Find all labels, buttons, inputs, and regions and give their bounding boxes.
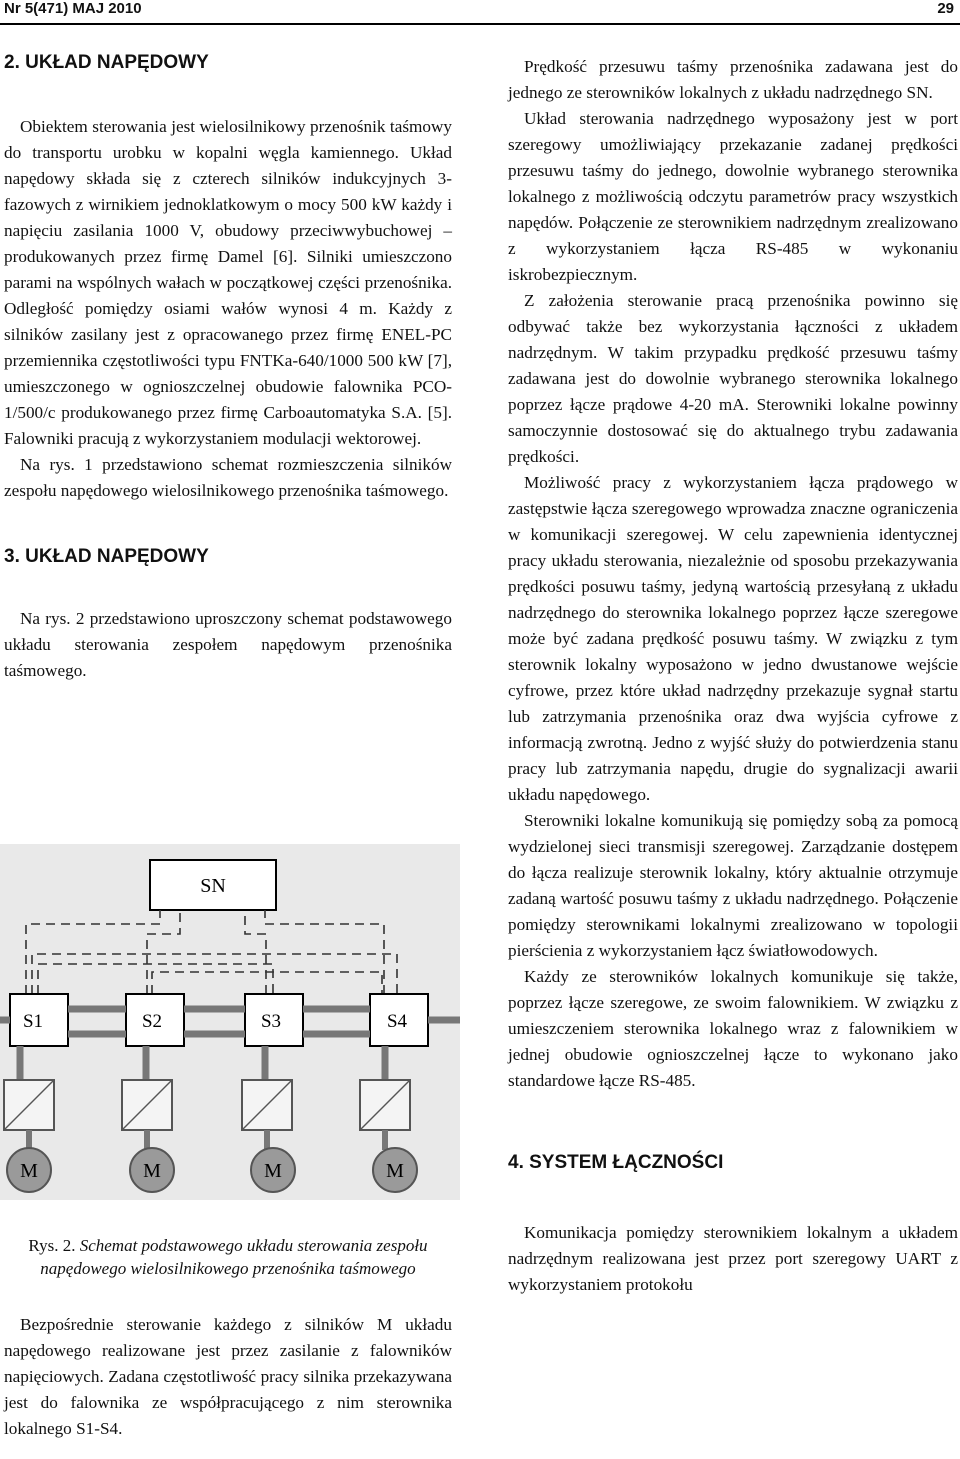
section-heading-3: 3. UKŁAD NAPĘDOWY xyxy=(4,546,209,567)
motor-label: M xyxy=(143,1160,161,1182)
caption-number: Rys. 2. xyxy=(28,1236,76,1255)
paragraph: Na rys. 1 przedstawiono schemat rozmieszczenia silników zespołu napędowego wielosilnikowego przenośnika taśmowego. xyxy=(4,455,452,500)
issue-label: Nr 5(471) MAJ 2010 xyxy=(4,0,142,17)
motor-label: M xyxy=(264,1160,282,1182)
paragraph: Układ sterowania nadrzędnego wyposażony jest w port szeregowy umożliwiający przekazanie zadanej prędkości przesuwu taśmy do jednego, dowolnie wybranego sterownika lokalnego z możliwością odczytu parametrów pracy wszystkich napędów. Połączenie ze sterownikiem nadrzędnym zrealizowano z wykorzystaniem łącza RS-485 w wykonaniu iskrobezpiecznym. xyxy=(508,109,958,284)
paragraph: Z założenia sterowanie pracą przenośnika powinno się odbywać także bez wykorzystania łączności z układem nadrzędnym. W takim przypadku prędkość przesuwu taśmy zadawana jest do dowolnie wybranego sterownika lokalnego poprzez łącze prądowe 4-20 mA. Sterowniki lokalne powinny samoczynnie dostosować się do aktualnego trybu zadawania prędkości. xyxy=(508,291,958,466)
controller-label: S4 xyxy=(386,1011,408,1032)
figure-2 xyxy=(0,844,460,1200)
page-header xyxy=(0,0,960,22)
controller-label: S2 xyxy=(141,1011,163,1032)
motor-label: M xyxy=(386,1160,404,1182)
paragraph: Możliwość pracy z wykorzystaniem łącza prądowego w zastępstwie łącza szeregowego wprowadza znaczne ograniczenia w komunikacji szeregowej. W celu zapewnienia identycznej pracy układu sterowania, niezależnie od sposobu przekazywania prędkości posuwu taśmy, jedyną wartością przesyłaną z układu nadrzędnego do sterownika lokalnego poprzez łącze szeregowe może być zadana prędkość posuwu taśmy. W związku z tym sterownik lokalny wyposażono w jedno dwustanowe wejście cyfrowe, przez które układ nadrzędny przekazuje sygnał startu lub zatrzymania przenośnika oraz dwa wyjścia cyfrowe z informacją zwrotną. Jedno z wyjść służy do potwierdzenia stanu pracy lub zatrzymania napędu, drugie do sygnalizacji awarii układu napędowego. xyxy=(508,473,958,804)
master-label: SN xyxy=(200,875,226,897)
paragraph: Każdy ze sterowników lokalnych komunikuje się także, poprzez łącze szeregowe, ze swoim falownikiem. W związku z umieszczeniem sterownika lokalnego wraz z falownikiem w jednej obudowie ognioszczelnej łącze to wykonano jako standardowe łącze RS-485. xyxy=(508,967,958,1090)
left-column xyxy=(4,48,452,684)
right-column xyxy=(508,54,958,1298)
figure-caption xyxy=(4,1234,452,1280)
caption-text: Schemat podstawowego układu sterowania zespołu napędowego wielosilnikowego przenośnika taśmowego xyxy=(40,1236,428,1278)
paragraph: Prędkość przesuwu taśmy przenośnika zadawana jest do jednego ze sterowników lokalnych z układu nadrzędnego SN. xyxy=(508,57,958,102)
controller-label: S3 xyxy=(260,1011,282,1032)
paragraph: Obiektem sterowania jest wielosilnikowy przenośnik taśmowy do transportu urobku w kopalni węgla kamiennego. Układ napędowy składa się z czterech silników indukcyjnych 3-fazowych z wirnikiem jednoklatkowym o mocy 500 kW każdy i napięciu zasilania 1000 V, obudowy przeciwwybuchowej – produkowanych przez firmę Damel [6]. Silniki umieszczono parami na wspólnych wałach w początkowej części przenośnika. Odległość pomiędzy osiami wałów wynosi 4 m. Każdy z silników zasilany jest z opracowanego przez firmę ENEL-PC przemiennika częstotliwości typu FNTKa-640/1000 500 kW [7], umieszczonego w ognioszczelnej obudowie falownika PCO-1/500/c produkowanego przez firmę Carboautomatyka S.A. [5]. Falowniki pracują z wykorzystaniem modulacji wektorowej. xyxy=(4,117,452,448)
left-column-lower xyxy=(4,1234,452,1442)
control-diagram xyxy=(0,844,460,1200)
paragraph: Na rys. 2 przedstawiono uproszczony schemat podstawowego układu sterowania zespołem napędowym przenośnika taśmowego. xyxy=(4,609,452,680)
motor-label: M xyxy=(20,1160,38,1182)
page-number: 29 xyxy=(937,0,954,17)
section-heading-4: 4. SYSTEM ŁĄCZNOŚCI xyxy=(508,1152,724,1173)
paragraph: Sterowniki lokalne komunikują się pomiędzy sobą za pomocą wydzielonej sieci transmisji szeregowej. Zarządzanie dostępem do łącza realizuje sterownik lokalny, który aktualnie otrzymuje zadaną wartość posuwu taśmy z układu nadrzędnego. Połączenie pomiędzy sterownikami lokalnymi zrealizowano w topologii pierścienia z wykorzystaniem łącz światłowodowych. xyxy=(508,811,958,960)
section-heading-2: 2. UKŁAD NAPĘDOWY xyxy=(4,52,209,73)
controller-label: S1 xyxy=(22,1011,44,1032)
paragraph: Bezpośrednie sterowanie każdego z silników M układu napędowego realizowane jest przez zasilanie z falowników napięciowych. Zadana częstotliwość pracy silnika przekazywana jest do falownika ze współpracującego z nim sterownika lokalnego S1-S4. xyxy=(4,1315,452,1438)
paragraph: Komunikacja pomiędzy sterownikiem lokalnym a układem nadrzędnym realizowana jest przez port szeregowy UART z wykorzystaniem protokołu xyxy=(508,1223,958,1294)
header-rule xyxy=(0,23,960,25)
